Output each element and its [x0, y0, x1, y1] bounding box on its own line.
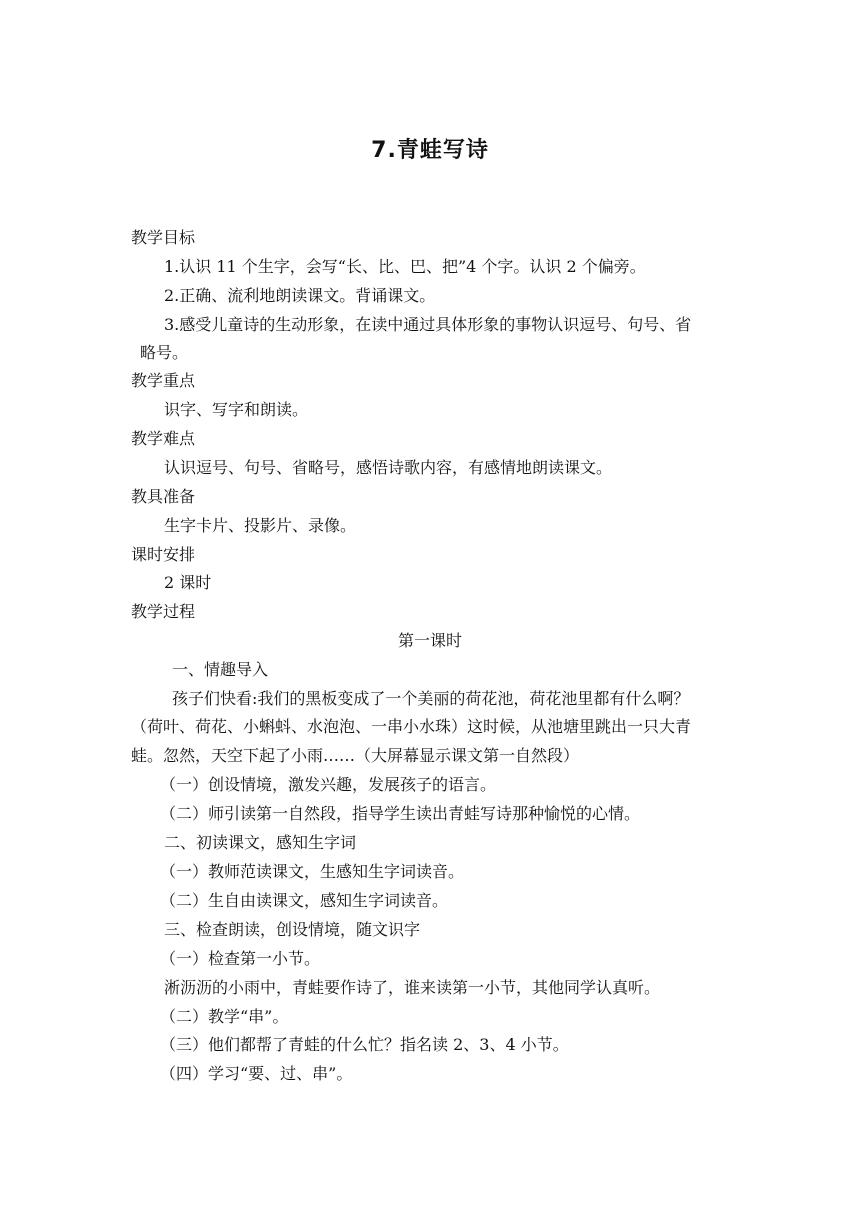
step-1-sub-2: （二）师引读第一自然段，指导学生读出青蛙写诗那种愉悦的心情。 — [160, 804, 641, 823]
step-1-heading: 一、情趣导入 — [172, 660, 269, 679]
step-3-sub-3: （三）他们都帮了青蛙的什么忙？指名读 2、3、4 小节。 — [160, 1035, 569, 1054]
intro-paragraph-line-2: （荷叶、荷花、小蝌蚪、水泡泡、一串小水珠）这时候，从池塘里跳出一只大青 — [131, 717, 692, 736]
step-2-heading: 二、初读课文，感知生字词 — [164, 833, 357, 852]
step-2-sub-2: （二）生自由读课文，感知生字词读音。 — [160, 891, 449, 910]
heading-materials: 教具准备 — [131, 487, 196, 506]
goal-3-continued: 略号。 — [140, 343, 189, 362]
step-2-sub-1: （一）教师范读课文，生感知生字词读音。 — [160, 862, 465, 881]
heading-schedule: 课时安排 — [131, 545, 196, 564]
goal-1: 1.认识 11 个生字，会写“长、比、巴、把”4 个字。认识 2 个偏旁。 — [164, 257, 646, 276]
step-3-sub-4: （四）学习“要、过、串”。 — [160, 1064, 353, 1083]
key-points-text: 识字、写字和朗读。 — [164, 400, 309, 419]
heading-process: 教学过程 — [131, 602, 196, 621]
document-title: 7.青蛙写诗 — [371, 138, 489, 163]
heading-teaching-goals: 教学目标 — [131, 228, 196, 247]
schedule-text: 2 课时 — [164, 573, 212, 592]
step-3-paragraph: 淅沥沥的小雨中，青蛙要作诗了，谁来读第一小节，其他同学认真听。 — [164, 978, 661, 997]
heading-key-points: 教学重点 — [131, 371, 196, 390]
intro-paragraph-line-3: 蛙。忽然，天空下起了小雨……（大屏幕显示课文第一自然段） — [131, 746, 580, 765]
materials-text: 生字卡片、投影片、录像。 — [164, 516, 357, 535]
goal-2: 2.正确、流利地朗读课文。背诵课文。 — [164, 286, 436, 305]
difficulties-text: 认识逗号、句号、省略号，感悟诗歌内容，有感情地朗读课文。 — [164, 458, 613, 477]
intro-paragraph-line-1: 孩子们快看:我们的黑板变成了一个美丽的荷花池，荷花池里都有什么啊？ — [172, 689, 690, 708]
step-3-heading: 三、检查朗读，创设情境，随文识字 — [164, 920, 421, 939]
step-3-sub-1: （一）检查第一小节。 — [160, 949, 321, 968]
goal-3: 3.感受儿童诗的生动形象，在读中通过具体形象的事物认识逗号、句号、省 — [164, 315, 692, 334]
lesson-one-heading: 第一课时 — [397, 631, 462, 650]
step-3-sub-2: （二）教学“串”。 — [160, 1007, 289, 1026]
step-1-sub-1: （一）创设情境，激发兴趣，发展孩子的语言。 — [160, 775, 497, 794]
heading-difficulties: 教学难点 — [131, 429, 196, 448]
